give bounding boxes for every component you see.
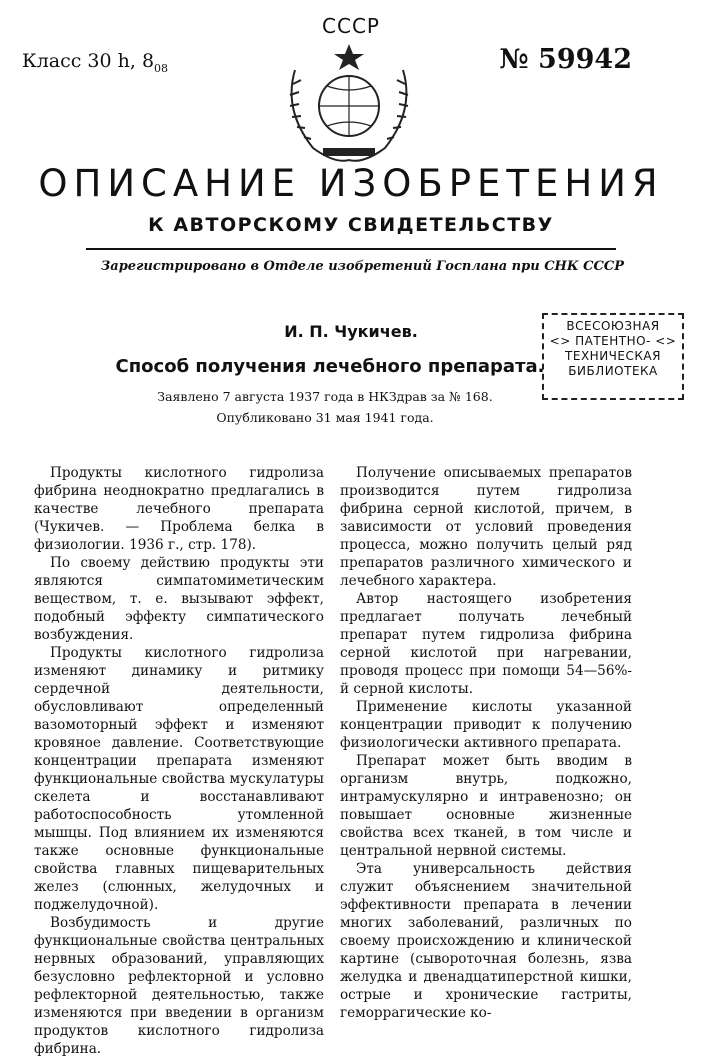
patent-number: № 59942 — [499, 44, 632, 75]
stamp-line: БИБЛИОТЕКА — [568, 364, 658, 378]
document-subtitle: К АВТОРСКОМУ СВИДЕТЕЛЬСТВУ — [148, 214, 554, 236]
document-title: ОПИСАНИЕ ИЗОБРЕТЕНИЯ — [38, 162, 664, 205]
paragraph: По своему действию продукты эти являются симпатомиметическим веществом, т. е. вызывают эффект, подобный эффекту симпатического возбуждения. — [34, 555, 324, 643]
invention-title: Способ получения лечебного препарата. — [115, 356, 545, 377]
patent-class-sub: 08 — [154, 61, 169, 75]
registration-note: Зарегистрировано в Отделе изобретений Госплана при СНК СССР — [100, 259, 624, 274]
paragraph: Эта универсальность действия служит объяснением значительной эффективности препарата в лечении многих заболеваний, различных по своему происхождению и клинической картине (сывороточная болезнь, язва желудка и двенадцатиперстной кишки, острые и хронические гастриты, геморрагические ко- — [340, 861, 632, 1021]
paragraph: Препарат может быть вводим в организм внутрь, подкожно, интрамускулярно и интравенозно; он повышает основные жизненные свойства всех тканей, в том числе и центральной нервной системы. — [340, 753, 632, 859]
filing-date: Заявлено 7 августа 1937 года в НКЗдрав за № 168. — [157, 389, 493, 404]
stamp-line: ВСЕСОЮЗНАЯ — [566, 319, 660, 333]
right-column — [340, 464, 632, 1022]
publication-date: Опубликовано 31 мая 1941 года. — [216, 410, 434, 425]
paragraph: Возбудимость и другие функциональные свойства центральных нервных образований, управляющих безусловно рефлекторной и условно рефлекторной деятельностью, также изменяются при введении в организм продуктов кислотного гидролиза фибрина. — [34, 915, 324, 1057]
left-column — [34, 464, 324, 1058]
paragraph: Продукты кислотного гидролиза фибрина неоднократно предлагались в качестве лечебного препарата (Чукичев. — Проблема белка в физиологии. 1936 г., стр. 178). — [34, 465, 324, 553]
library-stamp — [542, 313, 684, 400]
stamp-line: ТЕХНИЧЕСКАЯ — [565, 349, 661, 363]
divider-line — [86, 248, 616, 250]
paragraph: Автор настоящего изобретения предлагает получать лечебный препарат путем гидролиза фибрина серной кислотой при нагревании, проводя процесс при помощи 54—56%-й серной кислоты. — [340, 591, 632, 697]
paragraph: Получение описываемых препаратов производится путем гидролиза фибрина серной кислотой, причем, в зависимости от условий проведения процесса, можно получить целый ряд препаратов различного химического и лечебного характера. — [340, 465, 632, 589]
paragraph: Применение кислоты указанной концентрации приводит к получению физиологически активного препарата. — [340, 699, 632, 751]
country-label: СССР — [322, 14, 380, 38]
author-name: И. П. Чукичев. — [284, 322, 418, 341]
paragraph: Продукты кислотного гидролиза изменяют динамику и ритмику сердечной деятельности, обусловливают определенный вазомоторный эффект и изменяют кровяное давление. Соответствующие концентрации препарата изменяют функциональные свойства мускулатуры скелета и восстанавливают работоспособность утомленной мышцы. Под влиянием их изменяются также основные функциональные свойства главных пищеварительных желез (слюнных, желудочных и поджелудочной). — [34, 645, 324, 913]
ussr-emblem-icon — [265, 40, 433, 170]
star-icon — [334, 44, 364, 70]
patent-class — [22, 50, 168, 75]
stamp-line: <> ПАТЕНТНО- <> — [549, 334, 677, 348]
patent-class-main: Класс 30 h, 8 — [22, 50, 155, 72]
